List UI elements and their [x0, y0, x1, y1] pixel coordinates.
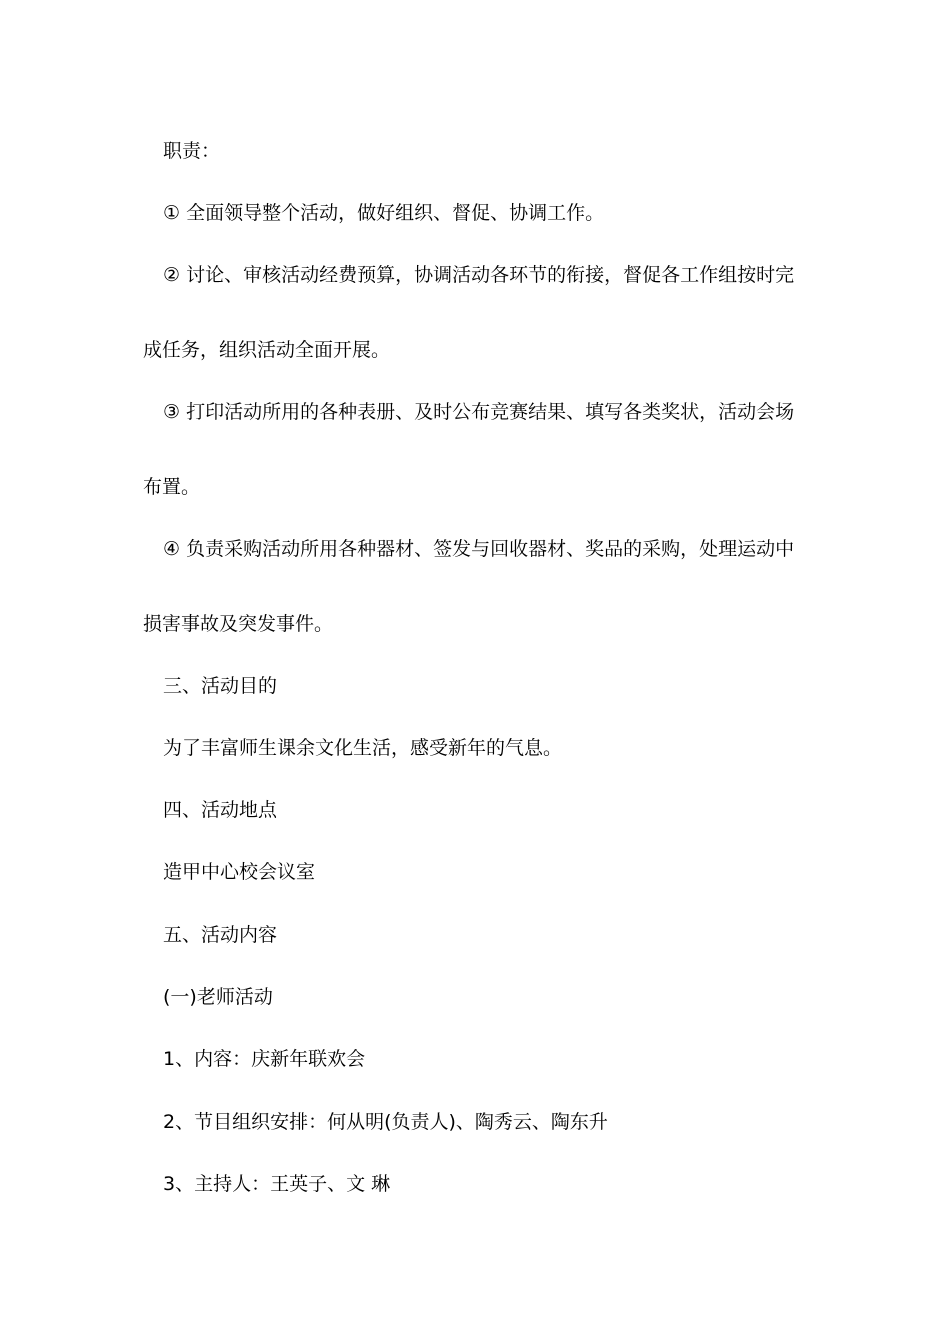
- content-item-1: 1、内容：庆新年联欢会: [163, 1048, 366, 1070]
- location-text: 造甲中心校会议室: [163, 861, 316, 883]
- content-item-3: 3、主持人：王英子、文 琳: [163, 1173, 391, 1195]
- purpose-text: 为了丰富师生课余文化生活，感受新年的气息。: [163, 737, 563, 759]
- duty-item-2-continued: 成任务，组织活动全面开展。: [143, 339, 391, 361]
- section-heading-location: 四、活动地点: [163, 799, 278, 821]
- duty-item-3: ③ 打印活动所用的各种表册、及时公布竞赛结果、填写各类奖状，活动会场: [163, 401, 795, 423]
- duties-heading: 职责：: [163, 140, 221, 162]
- duty-item-4-continued: 损害事故及突发事件。: [143, 613, 334, 635]
- section-heading-content: 五、活动内容: [163, 924, 278, 946]
- section-heading-purpose: 三、活动目的: [163, 675, 278, 697]
- content-item-2: 2、节目组织安排：何从明(负责人)、陶秀云、陶东升: [163, 1111, 608, 1133]
- duty-item-1: ① 全面领导整个活动，做好组织、督促、协调工作。: [163, 202, 605, 224]
- duty-item-2: ② 讨论、审核活动经费预算，协调活动各环节的衔接，督促各工作组按时完: [163, 264, 795, 286]
- duty-item-3-continued: 布置。: [143, 476, 201, 498]
- subsection-teacher-activity: (一)老师活动: [163, 986, 273, 1008]
- duty-item-4: ④ 负责采购活动所用各种器材、签发与回收器材、奖品的采购，处理运动中: [163, 538, 795, 560]
